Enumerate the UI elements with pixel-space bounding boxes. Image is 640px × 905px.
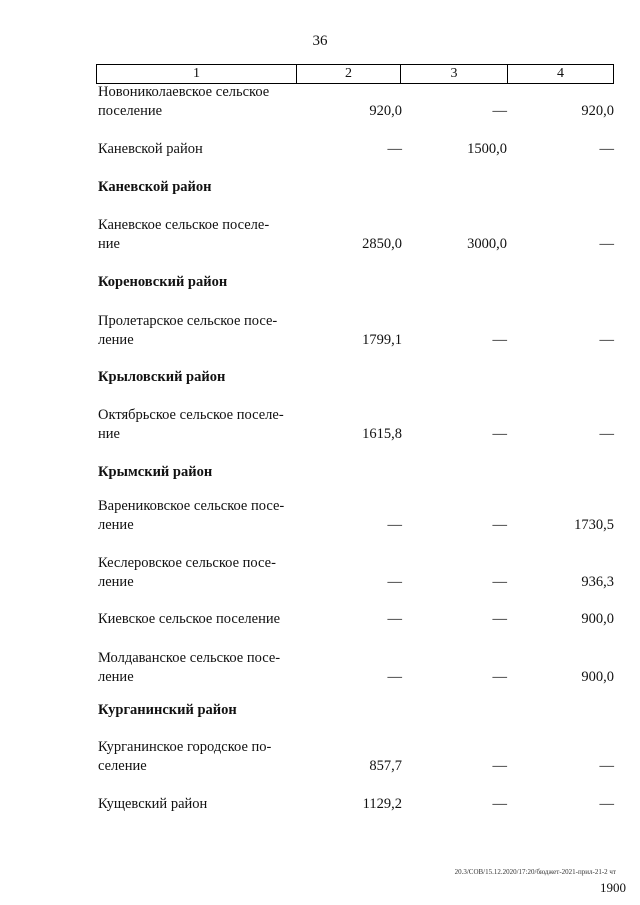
table-column-header xyxy=(96,64,614,84)
settlement-name: Кеслеровское сельское посе- ление xyxy=(98,555,276,590)
page-number: 36 xyxy=(312,33,328,49)
settlement-name: Пролетарское сельское посе- ление xyxy=(98,313,278,348)
column-2-value: — xyxy=(387,141,402,157)
column-4-header: 4 xyxy=(507,65,613,83)
column-2-value: 1615,8 xyxy=(362,426,402,442)
column-4-value: — xyxy=(599,236,614,252)
column-3-value: — xyxy=(492,669,507,685)
column-4-value: 900,0 xyxy=(581,669,614,685)
sheet-number: 1900 xyxy=(600,880,626,895)
column-4-value: — xyxy=(599,796,614,812)
settlement-name: Каневское сельское поселе- ние xyxy=(98,217,270,252)
column-3-value: — xyxy=(492,796,507,812)
region-heading: Курганинский район xyxy=(98,702,237,718)
column-1-header: 1 xyxy=(193,66,200,81)
column-2-value: — xyxy=(387,517,402,533)
region-heading: Каневской район xyxy=(98,179,212,195)
column-2-value: — xyxy=(387,669,402,685)
column-3-value: — xyxy=(492,758,507,774)
column-2-header: 2 xyxy=(296,65,400,83)
column-4-value: 1730,5 xyxy=(574,517,614,533)
column-2-value: — xyxy=(387,574,402,590)
settlement-name: Молдаванское сельское посе- ление xyxy=(98,650,281,685)
column-2-value: 2850,0 xyxy=(362,236,402,252)
settlement-name: Новониколаевское сельское поселение xyxy=(98,84,270,119)
column-4-value: 900,0 xyxy=(581,611,614,627)
column-2-value: 1129,2 xyxy=(362,796,402,812)
column-3-value: 1500,0 xyxy=(467,141,507,157)
column-4-value: 920,0 xyxy=(581,103,614,119)
settlement-name: Октябрьское сельское поселе- ние xyxy=(98,407,284,442)
column-2-value: 920,0 xyxy=(369,103,402,119)
document-code: 20.3/СОВ/15.12.2020/17:20/бюджет-2021-прил-21-2 чт xyxy=(454,868,616,876)
column-4-value: — xyxy=(599,141,614,157)
column-3-value: 3000,0 xyxy=(467,236,507,252)
region-heading: Крымский район xyxy=(98,464,213,480)
column-3-value: — xyxy=(492,517,507,533)
column-3-value: — xyxy=(492,103,507,119)
column-4-value: — xyxy=(599,758,614,774)
column-2-value: 857,7 xyxy=(369,758,402,774)
region-heading: Крыловский район xyxy=(98,369,226,385)
column-4-value: — xyxy=(599,332,614,348)
settlement-name: Курганинское городское по- селение xyxy=(98,739,272,774)
column-3-value: — xyxy=(492,426,507,442)
settlement-name: Каневской район xyxy=(98,141,203,157)
column-3-value: — xyxy=(492,611,507,627)
settlement-name: Киевское сельское поселение xyxy=(98,611,281,627)
column-2-value: — xyxy=(387,611,402,627)
column-4-value: — xyxy=(599,426,614,442)
column-3-header: 3 xyxy=(400,65,507,83)
region-heading: Кореновский район xyxy=(98,274,228,290)
settlement-name: Варениковское сельское посе- ление xyxy=(98,498,285,533)
column-3-value: — xyxy=(492,574,507,590)
column-3-value: — xyxy=(492,332,507,348)
column-4-value: 936,3 xyxy=(581,574,614,590)
settlement-name: Кущевский район xyxy=(98,796,208,812)
column-2-value: 1799,1 xyxy=(362,332,402,348)
